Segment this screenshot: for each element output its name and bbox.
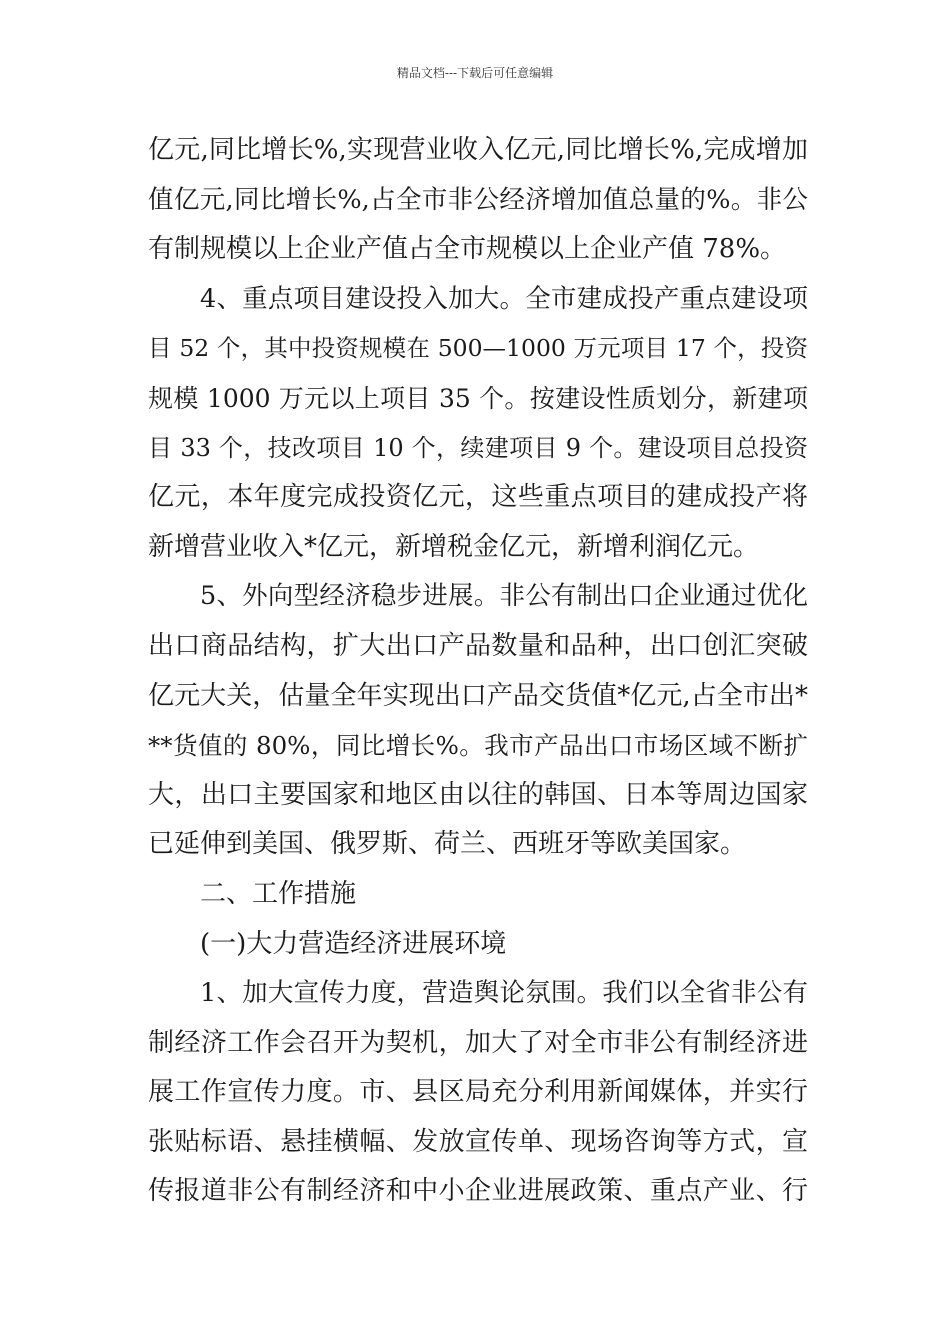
paragraph-start: 4、重点项目建设投入加大。全市建成投产重点建设项 <box>200 283 808 314</box>
text-line: 亿元大关，估量全年实现出口产品交货值*亿元,占全市出* <box>148 680 808 711</box>
text-line: 目 33 个，技改项目 10 个，续建项目 9 个。建设项目总投资 <box>148 433 808 462</box>
paragraph-start: 5、外向型经济稳步进展。非公有制出口企业通过优化 <box>200 581 808 612</box>
text-line: 已延伸到美国、俄罗斯、荷兰、西班牙等欧美国家。 <box>148 829 747 860</box>
text-line: **货值的 80%，同比增长%。我市产品出口市场区域不断扩 <box>148 731 808 761</box>
text-line: 亿元,同比增长%,实现营业收入亿元,同比增长%,完成增加 <box>148 135 808 165</box>
text-line: 亿元，本年度完成投资亿元，这些重点项目的建成投产将 <box>148 482 808 513</box>
paragraph-start: 1、加大宣传力度，营造舆论氛围。我们以全省非公有 <box>200 978 808 1009</box>
section-heading: 二、工作措施 <box>200 878 357 909</box>
text-line: 有制规模以上企业产值占全市规模以上企业产值 78%。 <box>148 234 787 265</box>
text-line: 展工作宣传力度。市、县区局充分利用新闻媒体，并实行 <box>148 1077 808 1108</box>
text-line: 张贴标语、悬挂横幅、发放宣传单、现场咨询等方式，宣 <box>148 1126 808 1157</box>
text-line: 新增营业收入*亿元，新增税金亿元，新增利润亿元。 <box>148 531 760 562</box>
document-body <box>148 126 808 1217</box>
text-line: 大，出口主要国家和地区由以往的韩国、日本等周边国家 <box>148 779 808 810</box>
text-line: 目 52 个，其中投资规模在 500—1000 万元项目 17 个，投资 <box>148 334 808 363</box>
text-line: 制经济工作会召开为契机，加大了对全市非公有制经济进 <box>148 1027 808 1058</box>
page-header: 精品文档---下载后可任意编辑 <box>396 66 554 80</box>
text-line: 传报道非公有制经济和中小企业进展政策、重点产业、行 <box>148 1176 808 1207</box>
text-line: 出口商品结构，扩大出口产品数量和品种，出口创汇突破 <box>148 630 808 661</box>
text-line: 值亿元,同比增长%,占全市非公经济增加值总量的%。非公 <box>148 184 808 215</box>
subsection-heading: (一)大力营造经济进展环境 <box>200 928 507 959</box>
text-line: 规模 1000 万元以上项目 35 个。按建设性质划分，新建项 <box>148 383 808 413</box>
